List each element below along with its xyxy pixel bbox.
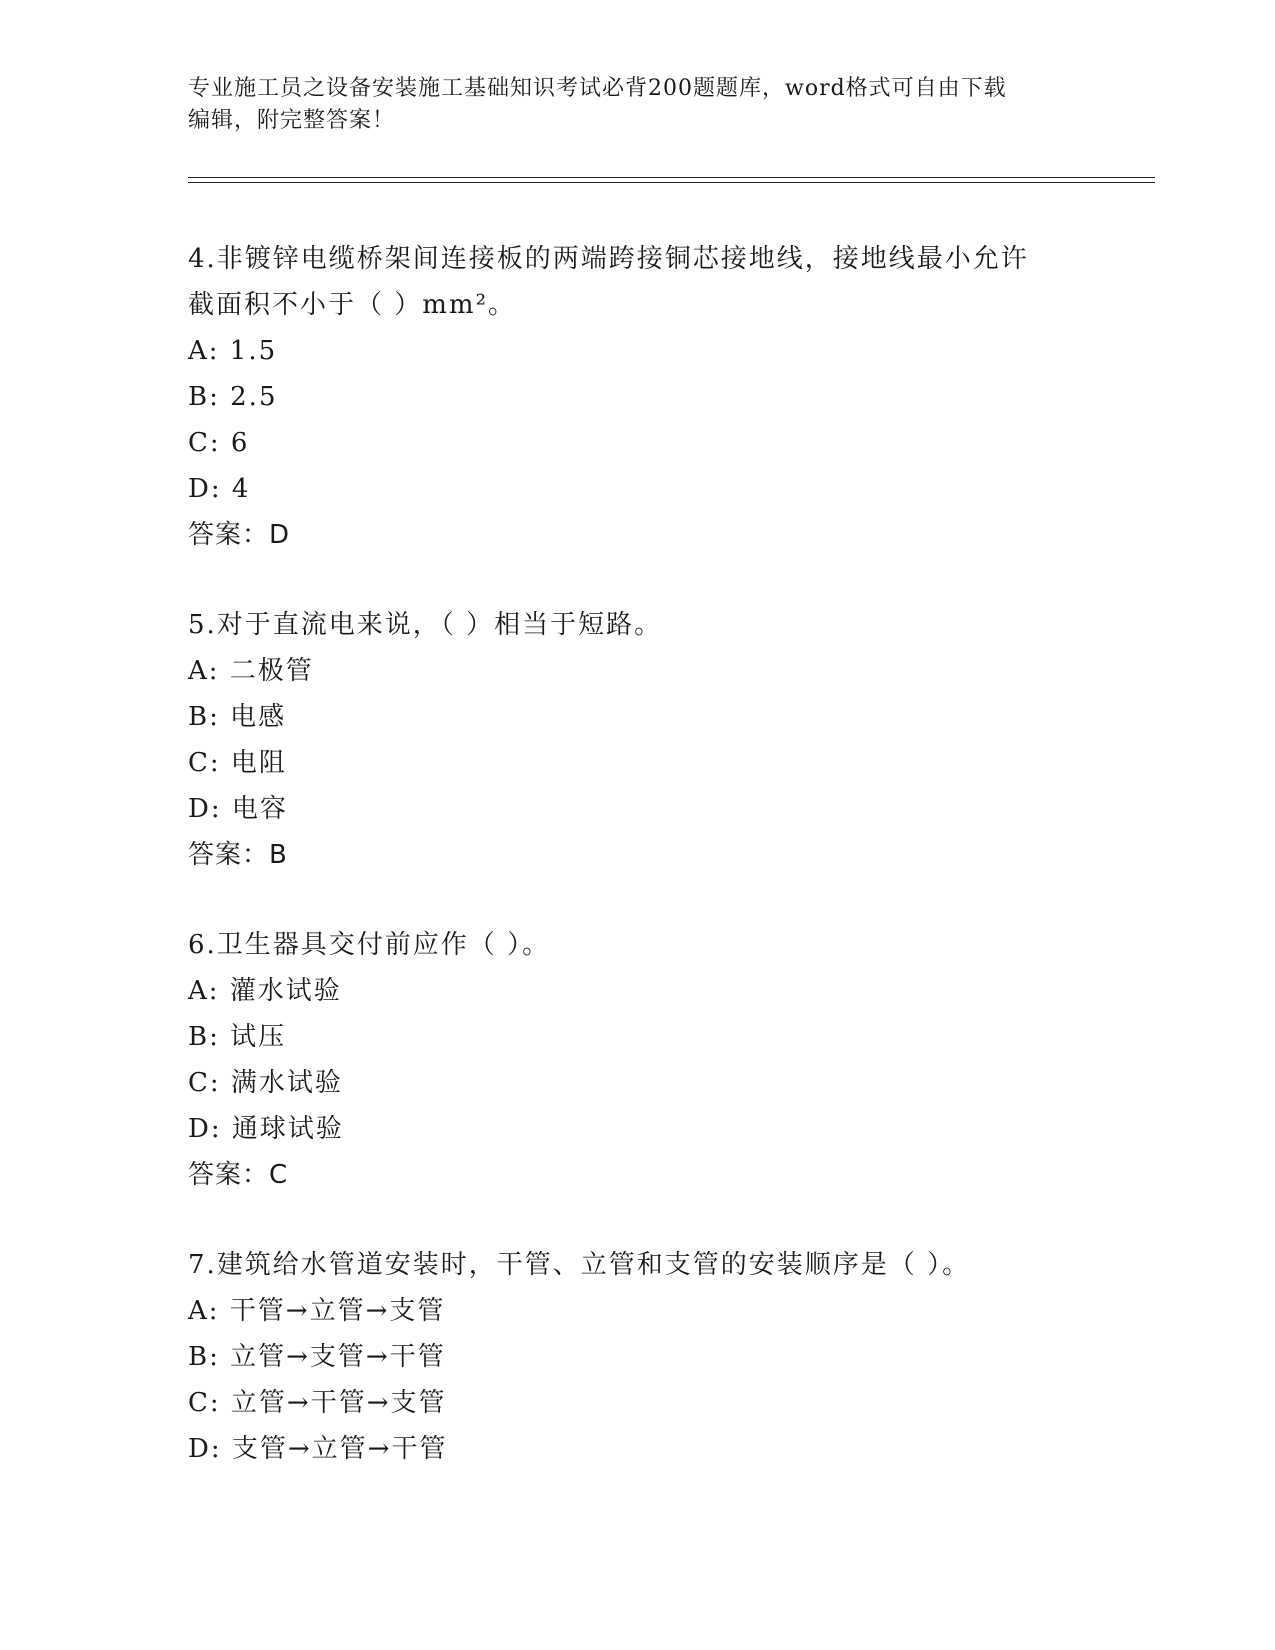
- header-line-2: 编辑，附完整答案！: [188, 108, 396, 133]
- question-6: [188, 922, 1088, 1198]
- option-b: B: 电感: [188, 702, 287, 732]
- question-5: [188, 602, 1088, 878]
- header-divider-top: [188, 177, 1155, 178]
- question-4: [188, 236, 1088, 558]
- header-divider-bottom: [188, 182, 1155, 183]
- option-d: D: 支管→立管→干管: [188, 1434, 448, 1464]
- option-b: B: 立管→支管→干管: [188, 1342, 446, 1372]
- option-c: C: 满水试验: [188, 1068, 343, 1098]
- option-b: B: 2.5: [188, 382, 278, 412]
- question-7: [188, 1242, 1088, 1472]
- option-a: A: 1.5: [188, 336, 278, 366]
- option-c: C: 立管→干管→支管: [188, 1388, 447, 1418]
- header-line-1: 专业施工员之设备安装施工基础知识考试必背200题题库，word格式可自由下载: [188, 76, 1007, 101]
- question-text: 5.对于直流电来说，（ ）相当于短路。: [188, 610, 663, 640]
- option-d: D: 电容: [188, 794, 288, 824]
- document-header: [188, 73, 1088, 137]
- option-a: A: 干管→立管→支管: [188, 1296, 446, 1326]
- option-b: B: 试压: [188, 1022, 287, 1052]
- option-d: D: 通球试验: [188, 1114, 344, 1144]
- option-c: C: 电阻: [188, 748, 287, 778]
- answer: 答案：C: [188, 1160, 289, 1190]
- question-text: 6.卫生器具交付前应作（ ）。: [188, 930, 551, 960]
- option-d: D: 4: [188, 474, 251, 504]
- option-c: C: 6: [188, 428, 250, 458]
- question-text: 7.建筑给水管道安装时，干管、立管和支管的安装顺序是（ ）。: [188, 1250, 971, 1280]
- option-a: A: 二极管: [188, 656, 314, 686]
- option-a: A: 灌水试验: [188, 976, 342, 1006]
- answer: 答案：B: [188, 840, 288, 870]
- question-text-cont: 截面积不小于（ ）mm²。: [188, 290, 516, 320]
- answer: 答案：D: [188, 520, 291, 550]
- question-text: 4.非镀锌电缆桥架间连接板的两端跨接铜芯接地线，接地线最小允许: [188, 244, 1029, 274]
